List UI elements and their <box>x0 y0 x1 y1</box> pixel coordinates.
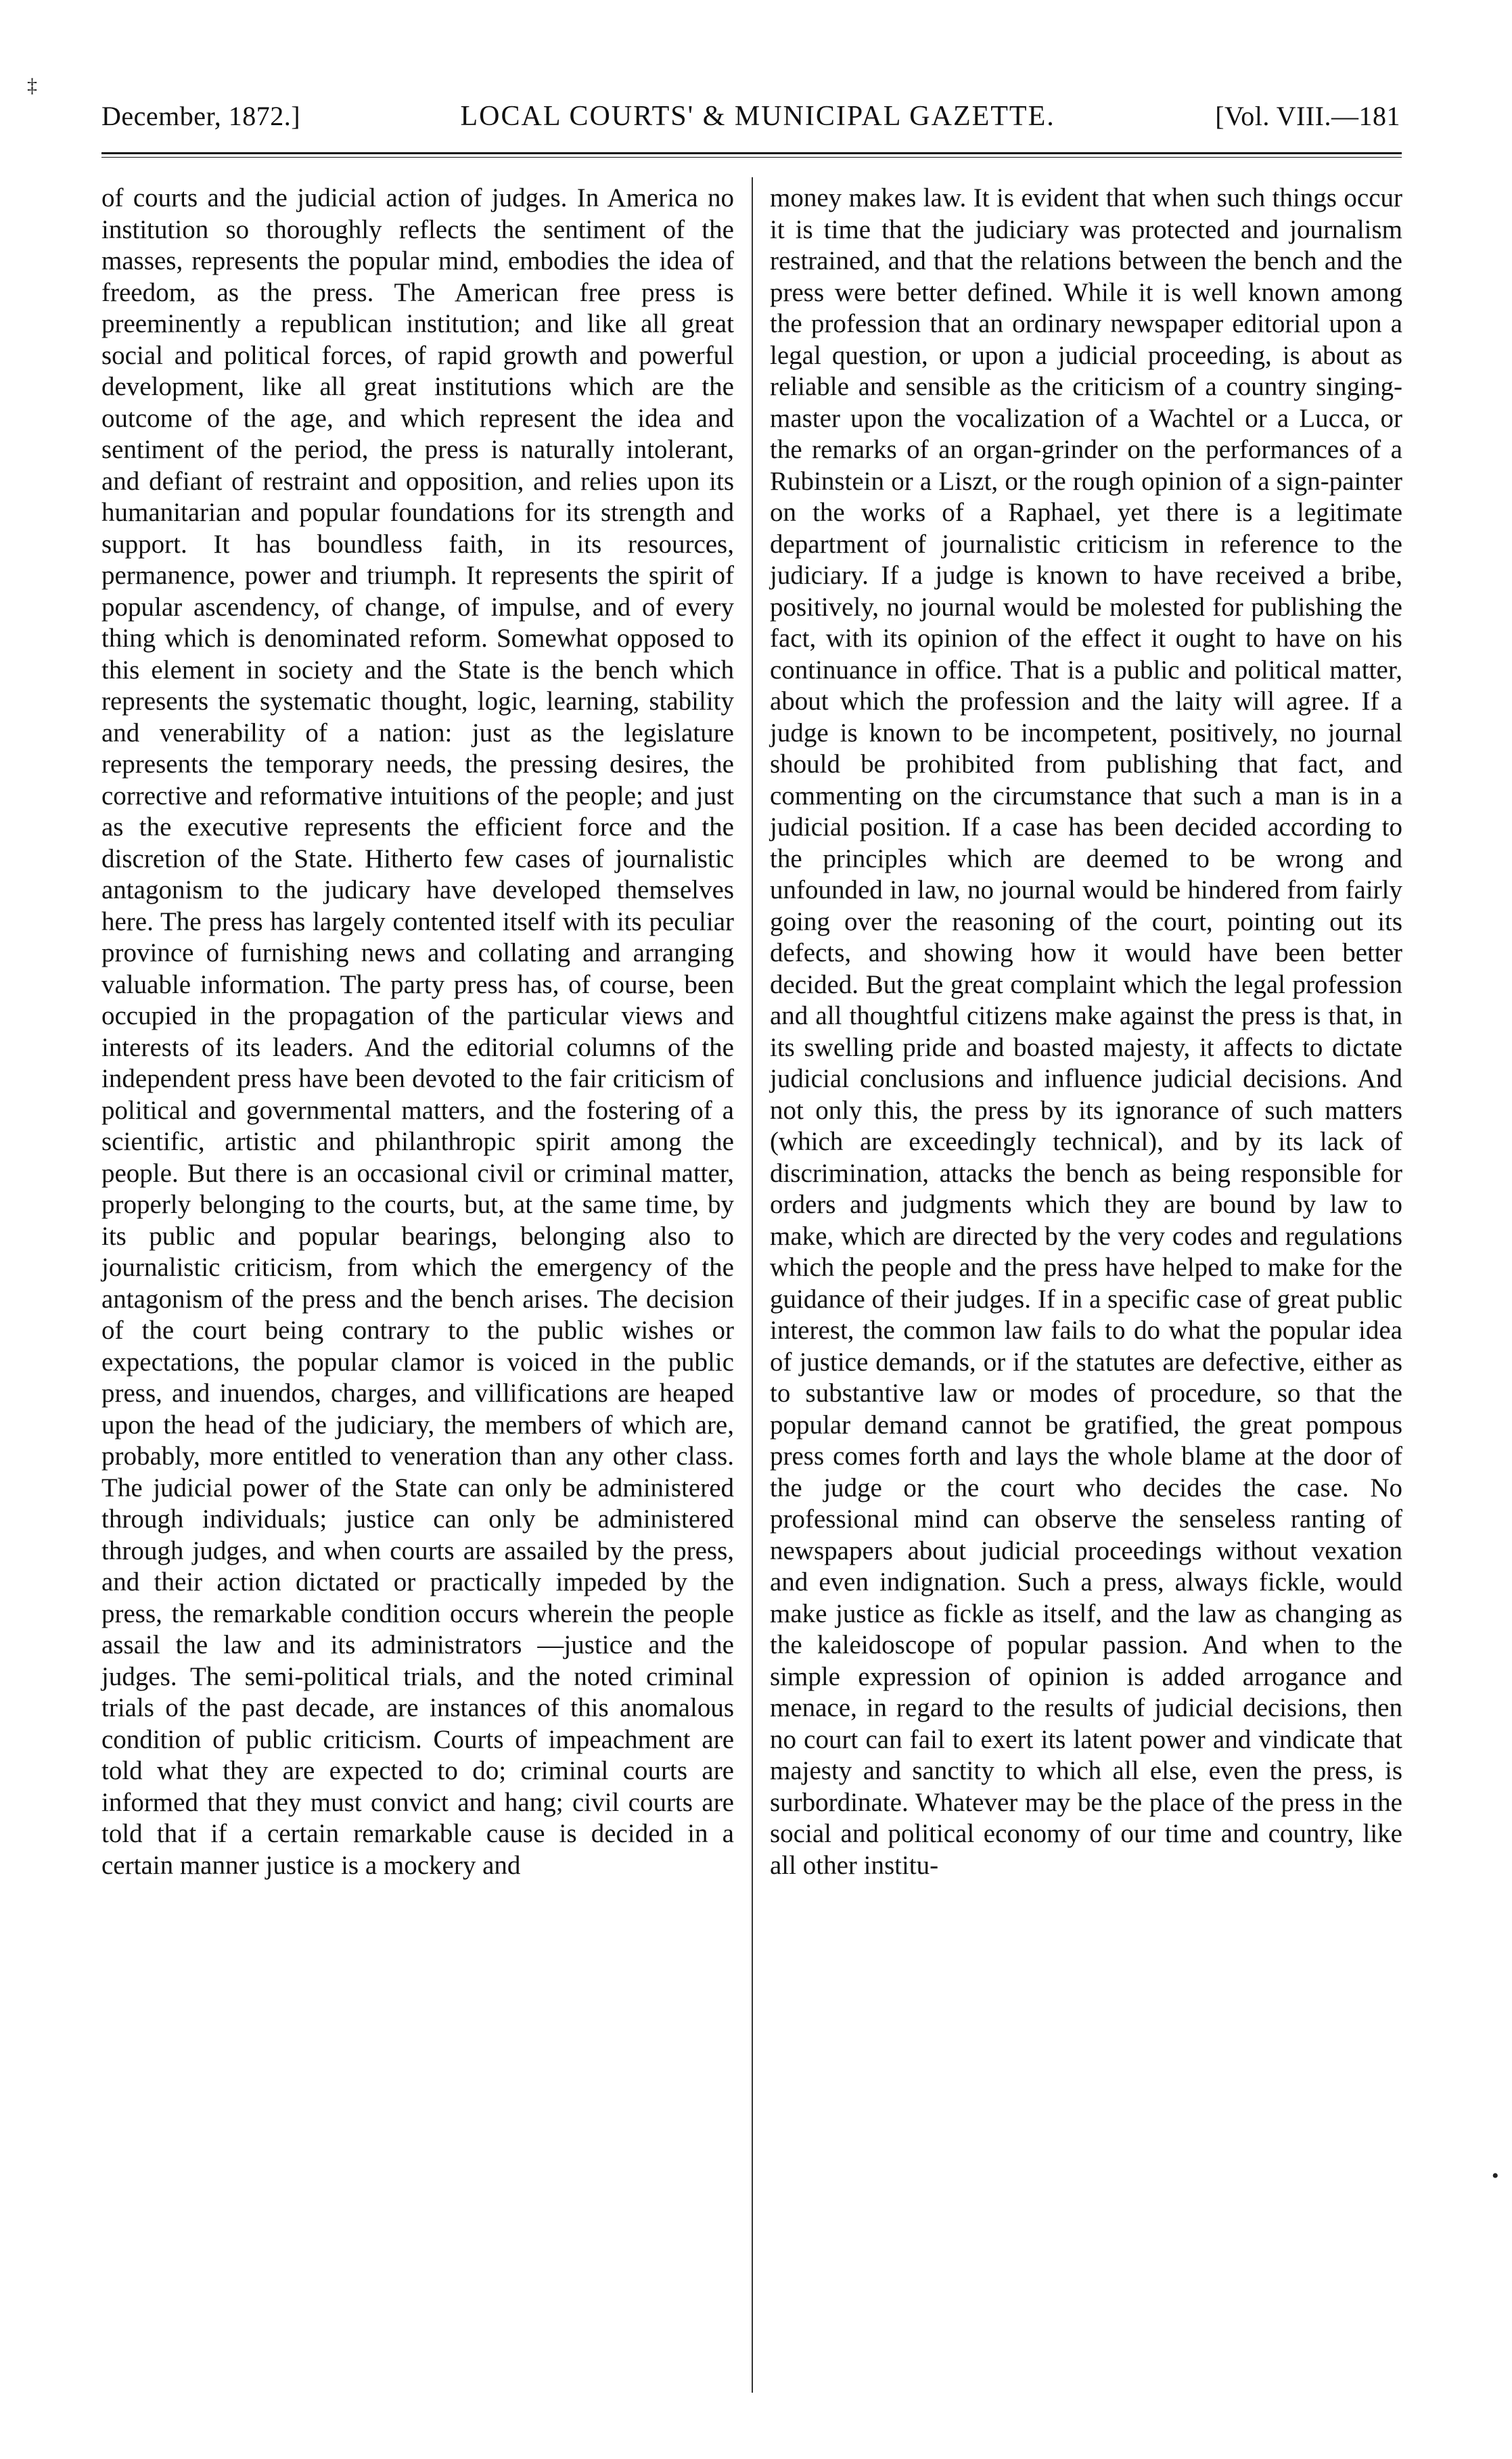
header-rule <box>101 152 1402 154</box>
header-volume-page: [Vol. VIII.—181 <box>1215 101 1400 131</box>
column-divider <box>752 177 753 2393</box>
left-column <box>101 183 734 1881</box>
header-publication-title: LOCAL COURTS' & MUNICIPAL GAZETTE. <box>460 101 1055 132</box>
margin-mark-top-left: ‡ <box>27 74 37 97</box>
margin-mark-right: • <box>1492 2165 1499 2187</box>
header-rule-thin <box>101 157 1402 158</box>
right-column-text: money makes law. It is evident that when such things occur it is time that the judiciary was protected and journalism restrained, and that the relations between the bench and the press were better defined. While it is well known among the profession that an ordinary newspaper editorial upon a legal question, or upon a judicial proceeding, is about as reliable and sensible as the criticism of a country singing-master upon the vocalization of a Wachtel or a Lucca, or the remarks of an organ-grinder on the performances of a Rubinstein or a Liszt, or the rough opinion of a sign-painter on the works of a Raphael, yet there is a legitimate department of journalistic criticism in reference to the judiciary. If a judge is known to have received a bribe, positively, no journal would be molested for publishing the fact, with its opinion of the effect it ought to have on his continuance in office. That is a public and political matter, about which the profession and the laity will agree. If a judge is known to be incompetent, positively, no journal should be prohibited from publishing that fact, and commenting on the circumstance that such a man is in a judicial position. If a case has been decided according to the principles which are deemed to be wrong and unfounded in law, no journal would be hindered from fairly going over the reasoning of the court, pointing out its defects, and showing how it would have been better decided. But the great complaint which the legal profession and all thoughtful citizens make against the press is that, in its swelling pride and boasted majesty, it affects to dictate judicial conclusions and influence judicial decisions. And not only this, the press by its ignorance of such matters (which are exceedingly technical), and by its lack of discrimination, attacks the bench as being responsible for orders and judgments which they are bound by law to make, which are directed by the very codes and regulations which the people and the press have helped to make for the guidance of their judges. If in a specific case of great public interest, the common law fails to do what the popular idea of justice demands, or if the statutes are defective, either as to substantive law or modes of procedure, so that the popular demand cannot be gratified, the great pompous press comes forth and lays the whole blame at the door of the judge or the court who decides the case. No professional mind can observe the senseless ranting of newspapers about judicial proceedings without vexation and even indignation. Such a press, always fickle, would make justice as fickle as itself, and the law as changing as the kaleidoscope of popular passion. And when to the simple expression of opinion is added arrogance and menace, in regard to the results of judicial decisions, then no court can fail to exert its latent power and vindicate that majesty and sanctity to which all else, even the press, is surbordinate. Whatever may be the place of the press in the social and political economy of our time and country, like all other institu- <box>770 183 1402 1880</box>
left-column-text: of courts and the judicial action of judges. In America no institution so thoroughly reflects the sentiment of the masses, represents the popular mind, embodies the idea of freedom, as the press. The American free press is preeminently a republican institution; and like all great social and political forces, of rapid growth and powerful development, like all great institutions which are the outcome of the age, and which represent the idea and sentiment of the period, the press is naturally intolerant, and defiant of restraint and opposition, and relies upon its humanitarian and popular foundations for its strength and support. It has boundless faith, in its resources, permanence, power and triumph. It represents the spirit of popular ascendency, of change, of impulse, and of every thing which is denominated reform. Somewhat opposed to this element in society and the State is the bench which represents the systematic thought, logic, learning, stability and venerability of a nation: just as the legislature represents the temporary needs, the pressing desires, the corrective and reformative intuitions of the people; and just as the executive represents the efficient force and the discretion of the State. Hitherto few cases of journalistic antagonism to the judicary have developed themselves here. The press has largely contented itself with its peculiar province of furnishing news and collating and arranging valuable information. The party press has, of course, been occupied in the propagation of the particular views and interests of its leaders. And the editorial columns of the independent press have been devoted to the fair criticism of political and governmental matters, and the fostering of a scientific, artistic and philanthropic spirit among the people. But there is an occasional civil or criminal matter, properly belonging to the courts, but, at the same time, by its public and popular bearings, belonging also to journalistic criticism, from which the emergency of the antagonism of the press and the bench arises. The decision of the court being contrary to the public wishes or expectations, the popular clamor is voiced in the public press, and inuendos, charges, and villifications are heaped upon the head of the judiciary, the members of which are, probably, more entitled to veneration than any other class. The judicial power of the State can only be administered through individuals; justice can only be administered through judges, and when courts are assailed by the press, and their action dictated or practically impeded by the press, the remarkable condition occurs wherein the people assail the law and its administrators —justice and the judges. The semi-political trials, and the noted criminal trials of the past decade, are instances of this anomalous condition of public criticism. Courts of impeachment are told what they are expected to do; criminal courts are informed that they must convict and hang; civil courts are told that if a certain remarkable cause is decided in a certain manner justice is a mockery and <box>101 183 734 1880</box>
header-date: December, 1872.] <box>101 101 301 131</box>
running-header <box>101 100 1400 147</box>
right-column <box>770 183 1402 1881</box>
